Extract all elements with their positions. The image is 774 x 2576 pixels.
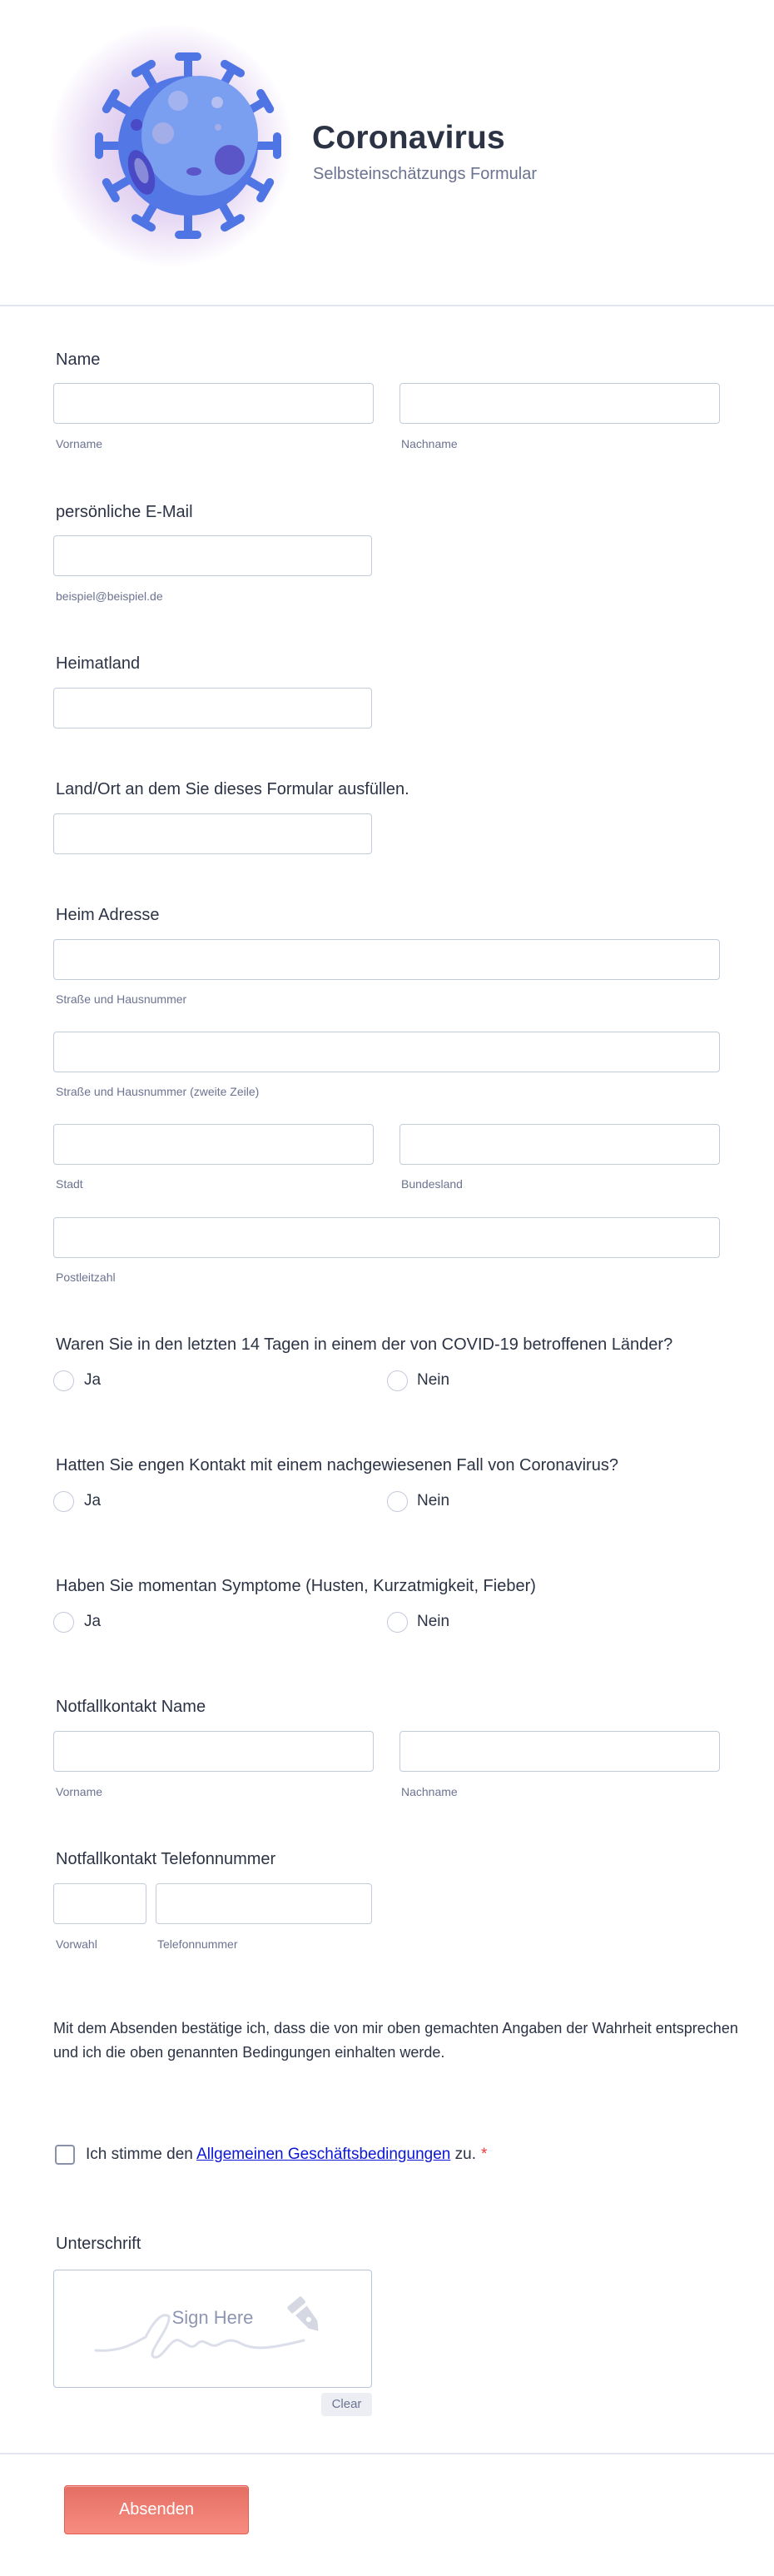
terms-suffix: zu.: [454, 2146, 476, 2163]
postal-code-sublabel: Postleitzahl: [56, 1271, 116, 1284]
question-2-radio-nein[interactable]: [387, 1491, 408, 1512]
question-3-option-ja[interactable]: Ja: [84, 1613, 102, 1630]
question-2-option-nein[interactable]: Nein: [417, 1492, 450, 1509]
question-3-label: Haben Sie momentan Symptome (Husten, Kurzatmigkeit, Fieber): [56, 1577, 536, 1595]
signature-scribble-icon: [54, 2270, 372, 2388]
form-subtitle: Selbsteinschätzungs Formular: [313, 165, 538, 183]
terms-checkbox[interactable]: [55, 2145, 75, 2165]
area-code-input[interactable]: [53, 1883, 146, 1924]
submit-button[interactable]: Absenden: [64, 2485, 249, 2534]
city-sublabel: Stadt: [56, 1177, 83, 1191]
header-divider: [0, 305, 774, 306]
question-3-radio-ja[interactable]: [53, 1612, 74, 1633]
area-code-sublabel: Vorwahl: [56, 1937, 97, 1951]
emergency-first-name-sublabel: Vorname: [56, 1785, 103, 1798]
form-title: Coronavirus: [312, 120, 505, 156]
confirmation-text: Mit dem Absenden bestätige ich, dass die von mir oben gemachten Angaben der Wahrheit entsprechen und ich die oben genannten Bedingungen einhalten werde.: [53, 2020, 738, 2061]
required-asterisk: *: [480, 2146, 488, 2163]
last-name-input[interactable]: [399, 383, 720, 424]
home-country-input[interactable]: [53, 688, 372, 729]
first-name-input[interactable]: [53, 383, 374, 424]
question-3-radio-nein[interactable]: [387, 1612, 408, 1633]
street1-sublabel: Straße und Hausnummer: [56, 992, 187, 1006]
terms-prefix: Ich stimme den: [86, 2146, 193, 2163]
question-2-radio-ja[interactable]: [53, 1491, 74, 1512]
phone-number-sublabel: Telefonnummer: [157, 1937, 238, 1951]
question-1-label: Waren Sie in den letzten 14 Tagen in einem der von COVID-19 betroffenen Länder?: [56, 1335, 673, 1354]
question-1-radio-ja[interactable]: [53, 1370, 74, 1391]
question-1-option-ja[interactable]: Ja: [84, 1371, 102, 1389]
emergency-first-name-input[interactable]: [53, 1731, 374, 1772]
name-label: Name: [56, 351, 101, 369]
street2-input[interactable]: [53, 1032, 720, 1072]
coronavirus-icon: [88, 46, 288, 246]
state-input[interactable]: [399, 1124, 720, 1165]
street2-sublabel: Straße und Hausnummer (zweite Zeile): [56, 1085, 260, 1098]
phone-number-input[interactable]: [156, 1883, 372, 1924]
footer-divider: [0, 2453, 774, 2454]
emergency-phone-label: Notfallkontakt Telefonnummer: [56, 1850, 276, 1868]
terms-link[interactable]: Allgemeinen Geschäftsbedingungen: [196, 2146, 451, 2163]
question-1-radio-nein[interactable]: [387, 1370, 408, 1391]
email-label: persönliche E-Mail: [56, 503, 193, 521]
question-2-label: Hatten Sie engen Kontakt mit einem nachgewiesenen Fall von Coronavirus?: [56, 1456, 618, 1474]
clear-signature-button[interactable]: Clear: [321, 2393, 372, 2416]
question-1-option-nein[interactable]: Nein: [417, 1371, 450, 1389]
last-name-sublabel: Nachname: [401, 437, 458, 450]
question-2-option-ja[interactable]: Ja: [84, 1492, 102, 1509]
email-input[interactable]: [53, 535, 372, 576]
street1-input[interactable]: [53, 939, 720, 980]
emergency-name-label: Notfallkontakt Name: [56, 1698, 206, 1716]
question-3-option-nein[interactable]: Nein: [417, 1613, 450, 1630]
terms-label: [86, 2145, 487, 2165]
email-sublabel: beispiel@beispiel.de: [56, 589, 163, 603]
city-input[interactable]: [53, 1124, 374, 1165]
address-label: Heim Adresse: [56, 906, 160, 924]
current-location-label: Land/Ort an dem Sie dieses Formular ausfüllen.: [56, 780, 409, 798]
sign-here-placeholder: Sign Here: [171, 2307, 254, 2328]
postal-code-input[interactable]: [53, 1217, 720, 1258]
signature-label: Unterschrift: [56, 2235, 141, 2253]
home-country-label: Heimatland: [56, 654, 141, 673]
state-sublabel: Bundesland: [401, 1177, 463, 1191]
emergency-last-name-sublabel: Nachname: [401, 1785, 458, 1798]
current-location-input[interactable]: [53, 813, 372, 854]
signature-pad[interactable]: [53, 2270, 372, 2388]
first-name-sublabel: Vorname: [56, 437, 103, 450]
emergency-last-name-input[interactable]: [399, 1731, 720, 1772]
